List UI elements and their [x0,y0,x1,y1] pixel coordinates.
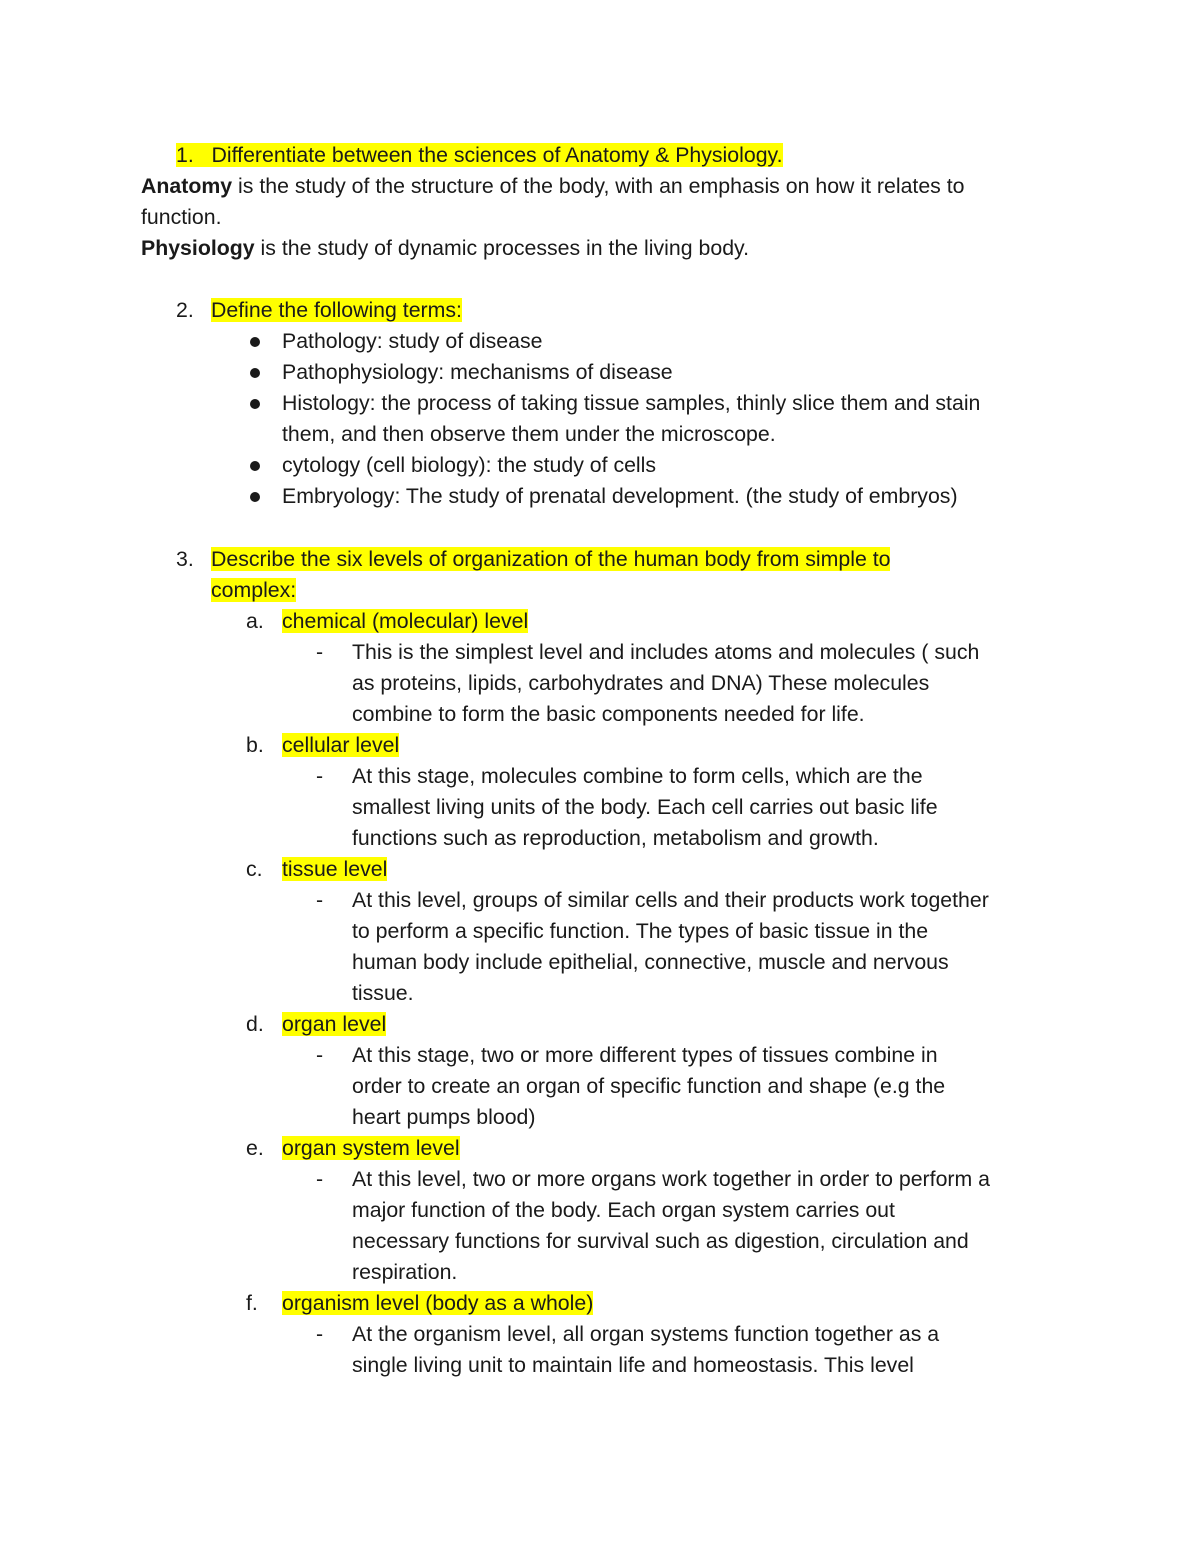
dash-marker: - [316,888,324,912]
level-description-line: functions such as reproduction, metabolism and growth. [352,826,879,850]
level-name-highlight: chemical (molecular) level [282,609,529,633]
dash-marker: - [316,1167,324,1191]
anatomy-def-line-2: function. [141,205,222,229]
dash-marker: - [316,764,324,788]
level-description-line: smallest living units of the body. Each cell carries out basic life [352,795,938,819]
bullet-icon [250,492,260,502]
level-letter: c. [246,857,263,881]
term-definition-line: Histology: the process of taking tissue samples, thinly slice them and stain [282,391,981,415]
q3-title-line-1: Describe the six levels of organization of the human body from simple to [211,547,891,571]
q1-title: Differentiate between the sciences of Anatomy & Physiology. [211,143,783,167]
anatomy-definition [141,171,965,202]
level-description-line: human body include epithelial, connective, muscle and nervous [352,950,949,974]
level-name [282,606,528,637]
level-letter: d. [246,1012,264,1036]
level-description-line: tissue. [352,981,414,1005]
level-name [282,854,387,885]
level-description-line: heart pumps blood) [352,1105,536,1129]
level-name [282,1009,386,1040]
term-definition-line: Embryology: The study of prenatal development. (the study of embryos) [282,484,958,508]
level-description-line: At this level, groups of similar cells and their products work together [352,888,989,912]
physiology-term: Physiology [141,236,255,260]
level-description-line: At this level, two or more organs work together in order to perform a [352,1167,991,1191]
level-description-line: order to create an organ of specific function and shape (e.g the [352,1074,946,1098]
bullet-icon [250,461,260,471]
level-name-highlight: cellular level [282,733,400,757]
bullet-icon [250,337,260,347]
level-name [282,730,399,761]
physiology-definition [141,233,749,264]
level-letter: f. [246,1291,258,1315]
dash-marker: - [316,1322,324,1346]
level-description-line: combine to form the basic components needed for life. [352,702,865,726]
q1-number: 1. [176,143,194,167]
bullet-icon [250,368,260,378]
level-description-line: single living unit to maintain life and homeostasis. This level [352,1353,914,1377]
level-name [282,1288,593,1319]
q2-title: Define the following terms: [211,298,462,322]
physiology-def: is the study of dynamic processes in the living body. [254,236,750,260]
bullet-icon [250,399,260,409]
q2-number: 2. [176,298,194,322]
level-letter: a. [246,609,264,633]
level-description-line: major function of the body. Each organ system carries out [352,1198,895,1222]
dash-marker: - [316,640,324,664]
term-definition-line: cytology (cell biology): the study of cells [282,453,657,477]
level-description-line: respiration. [352,1260,458,1284]
level-description-line: This is the simplest level and includes atoms and molecules ( such [352,640,980,664]
anatomy-def-line-1: is the study of the structure of the body, with an emphasis on how it relates to [232,174,965,198]
level-description-line: At this stage, two or more different types of tissues combine in [352,1043,938,1067]
q3-number: 3. [176,547,194,571]
dash-marker: - [316,1043,324,1067]
level-name-highlight: organ level [282,1012,387,1036]
q1-heading [176,140,783,171]
term-definition-line: Pathophysiology: mechanisms of disease [282,360,673,384]
level-description-line: as proteins, lipids, carbohydrates and DNA) These molecules [352,671,930,695]
level-letter: e. [246,1136,264,1160]
level-description-line: necessary functions for survival such as digestion, circulation and [352,1229,969,1253]
term-definition-line: them, and then observe them under the microscope. [282,422,776,446]
level-name-highlight: organism level (body as a whole) [282,1291,594,1315]
level-description-line: At the organism level, all organ systems function together as a [352,1322,940,1346]
anatomy-term: Anatomy [141,174,233,198]
level-description-line: to perform a specific function. The types of basic tissue in the [352,919,929,943]
level-name-highlight: tissue level [282,857,388,881]
level-description-line: At this stage, molecules combine to form cells, which are the [352,764,923,788]
level-name-highlight: organ system level [282,1136,460,1160]
level-letter: b. [246,733,264,757]
q3-title-line-2: complex: [211,578,297,602]
level-name [282,1133,460,1164]
term-definition-line: Pathology: study of disease [282,329,543,353]
